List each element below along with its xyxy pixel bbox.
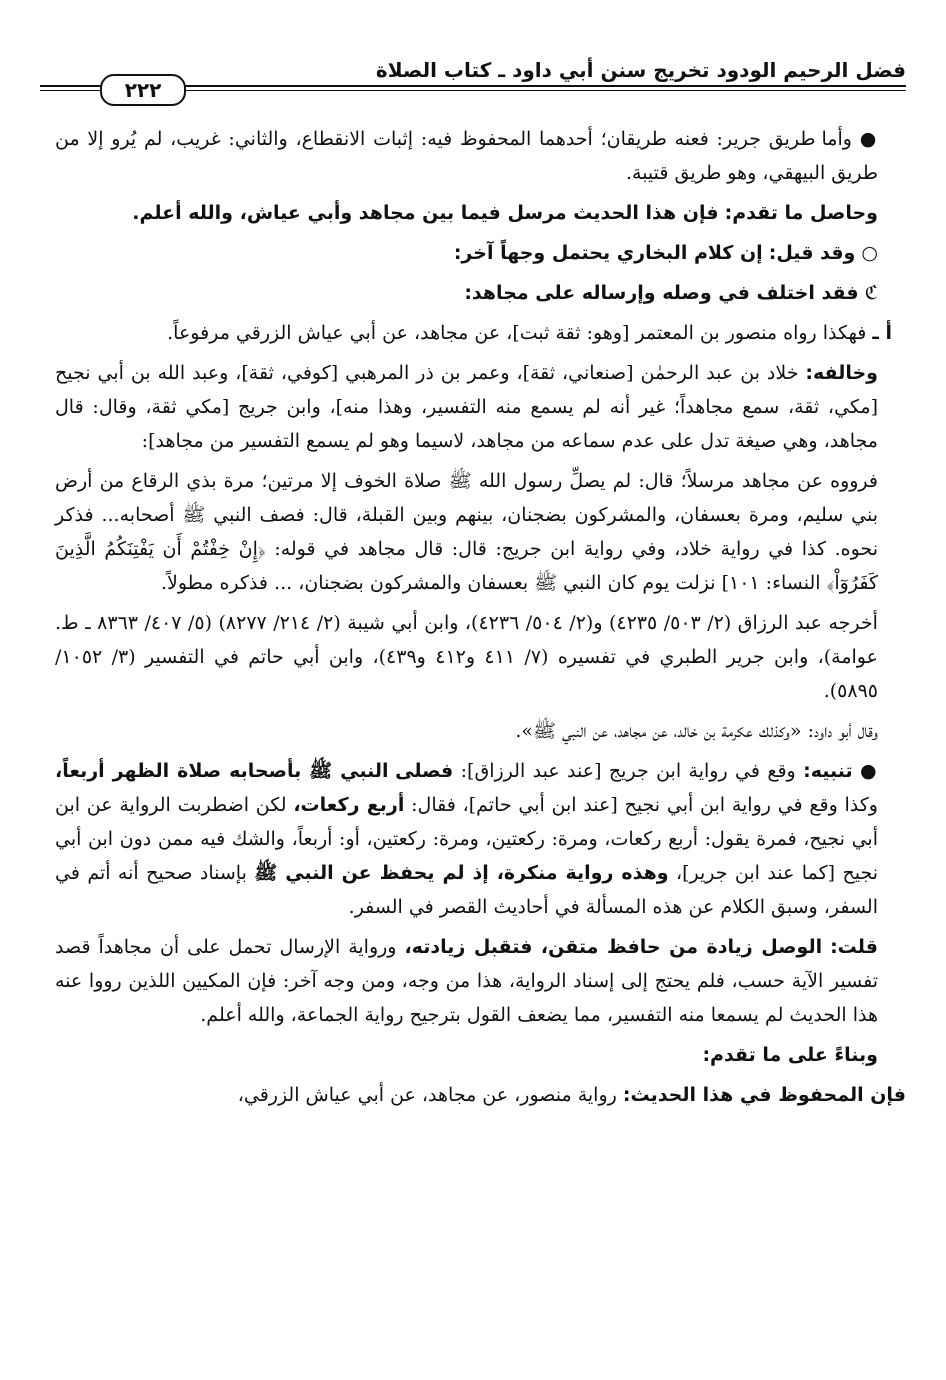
bullet-icon: ●	[860, 760, 878, 782]
paragraph	[55, 754, 906, 924]
paragraph	[55, 1078, 906, 1112]
paragraph-emphasis: فصلى النبي ﷺ بأصحابه صلاة الظهر أربعاً،	[55, 760, 454, 782]
paragraph-text: وقع في رواية ابن جريج [عند عبد الرزاق]:	[460, 760, 796, 782]
paragraph-text: رواية منصور، عن مجاهد، عن أبي عياش الزرقي،	[237, 1084, 617, 1106]
paragraph	[55, 276, 906, 310]
paragraph-lead: تنبيه:	[803, 760, 853, 782]
paragraph	[55, 316, 906, 350]
paragraph-text: وأما طريق جرير: فعنه طريقان؛ أحدهما المحفوظ فيه: إثبات الانقطاع، والثاني: غريب، لم يُرو إلا من طريق البيهقي، وهو طريق قتيبة.	[55, 128, 878, 184]
paragraph-text: بإسناد صحيح أنه أتم في السفر، وسبق الكلام عن هذه المسألة في أحاديث القصر في السفر.	[55, 862, 878, 918]
paragraph	[55, 606, 906, 708]
paragraph-emphasis: أربع ركعات،	[293, 794, 405, 816]
paragraph-text: وقال أبو داود: «وكذلك عكرمة بن خالد، عن مجاهد، عن النبي ﷺ».	[515, 720, 878, 742]
paragraph	[55, 236, 906, 270]
paragraph-lead: وحاصل ما تقدم:	[724, 202, 878, 224]
paragraph-text: فرووه عن مجاهد مرسلاً؛ قال: لم يصلِّ رسول الله ﷺ صلاة الخوف إلا مرتين؛ مرة بذي الرقاع من أرض بني سليم، ومرة بعسفان، والمشركون بضجنان، بينهم وبين القبلة، قال: فصف النبي ﷺ أصحابه... فذكر نحوه. كذا في رواية خلاد، وفي رواية ابن جريج: قال: قال مجاهد في قوله: ﴿إِنْ خِفْتُمْ أَن يَفْتِنَكُمُ الَّذِينَ كَفَرُوٓاْ﴾ النساء: ١٠١] نزلت يوم كان النبي ﷺ بعسفان والمشركون بضجنان، ... فذكره مطولاً.	[55, 470, 878, 594]
paragraph-lead: فإن المحفوظ في هذا الحديث:	[622, 1084, 906, 1106]
paragraph	[55, 714, 906, 748]
paragraph-emphasis: وهذه رواية منكرة، إذ لم يحفظ عن النبي ﷺ	[254, 862, 669, 884]
paragraph-text: وبناءً على ما تقدم:	[702, 1044, 878, 1066]
page-header	[40, 52, 906, 112]
paragraph-lead: وقد قيل:	[768, 242, 856, 264]
paragraph	[55, 196, 906, 230]
running-title: فضل الرحيم الودود تخريج سنن أبي داود ـ كتاب الصلاة	[375, 58, 906, 82]
paragraph-text: ورواية الإرسال تحمل على أن مجاهداً قصد تفسير الآية حسب، فلم يحتج إلى إسناد الرواية، هذا من وجه، ومن وجه آخر: فإن المكيين اللذين رووا عنه هذا الحديث لم يسمعا منه التفسير، مما يضعف القول بترجيح رواية الجماعة، والله أعلم.	[55, 936, 878, 1026]
paragraph-emphasis: الوصل زيادة من حافظ متقن، فتقبل زيادته،	[404, 936, 823, 958]
bullet-icon: ●	[859, 128, 878, 150]
paragraph-lead: قلت:	[830, 936, 878, 958]
paragraph	[55, 122, 906, 190]
circle-bullet-icon: ○	[861, 242, 878, 264]
page-number: ٢٢٢	[100, 74, 186, 106]
paragraph-text: أخرجه عبد الرزاق (٢/ ٥٠٣/ ٤٢٣٥) و(٢/ ٥٠٤/ ٤٢٣٦)، وابن أبي شيبة (٢/ ٢١٤/ ٨٢٧٧) (٥/ ٤٠٧/ ٨٣٦٣ ـ ط. عوامة)، وابن جرير الطبري في تفسيره (٧/ ٤١١ و٤١٢ و٤٣٩)، وابن أبي حاتم في التفسير (٣/ ١٠٥٢/ ٥٨٩٥).	[55, 612, 878, 702]
paragraph	[55, 930, 906, 1032]
paragraph-text: فهكذا رواه منصور بن المعتمر [وهو: ثقة ثبت]، عن مجاهد، عن أبي عياش الزرقي مرفوعاً.	[167, 322, 867, 344]
paragraph-lead: أ ـ	[872, 322, 892, 344]
paragraph-text: خلاد بن عبد الرحمٰن [صنعاني، ثقة]، وعمر بن ذر المرهبي [كوفي، ثقة]، وعبد الله بن أبي نجيح [مكي، ثقة، سمع مجاهداً؛ غير أنه لم يسمع منه التفسير، وهذا منه]، وابن جريج [مكي ثقة، وقال: قال مجاهد، وهي صيغة تدل على عدم سماعه من مجاهد، لاسيما وهو لم يسمع التفسير من مجاهد]:	[55, 362, 878, 452]
paragraph	[55, 464, 906, 600]
page-body	[55, 122, 906, 1118]
paragraph-text: فقد اختلف في وصله وإرساله على مجاهد:	[464, 282, 859, 304]
paragraph	[55, 1038, 906, 1072]
paragraph-text: فإن هذا الحديث مرسل فيما بين مجاهد وأبي عياش، والله أعلم.	[132, 202, 719, 224]
bracket-bullet-icon: ℭ	[864, 282, 878, 304]
paragraph	[55, 356, 906, 458]
paragraph-lead: وخالفه:	[805, 362, 878, 384]
paragraph-text: لكن اضطربت الرواية عن ابن أبي نجيح، فمرة يقول: أربع ركعات، ومرة: ركعتين، ومرة: ركعتين، أو: أربعاً، والشك فيه ممن دون ابن أبي نجيح [كما عند ابن جرير]،	[55, 794, 878, 884]
paragraph-text: إن كلام البخاري يحتمل وجهاً آخر:	[453, 242, 763, 264]
paragraph-text: وكذا وقع في رواية ابن أبي نجيح [عند ابن أبي حاتم]، فقال:	[411, 794, 878, 816]
